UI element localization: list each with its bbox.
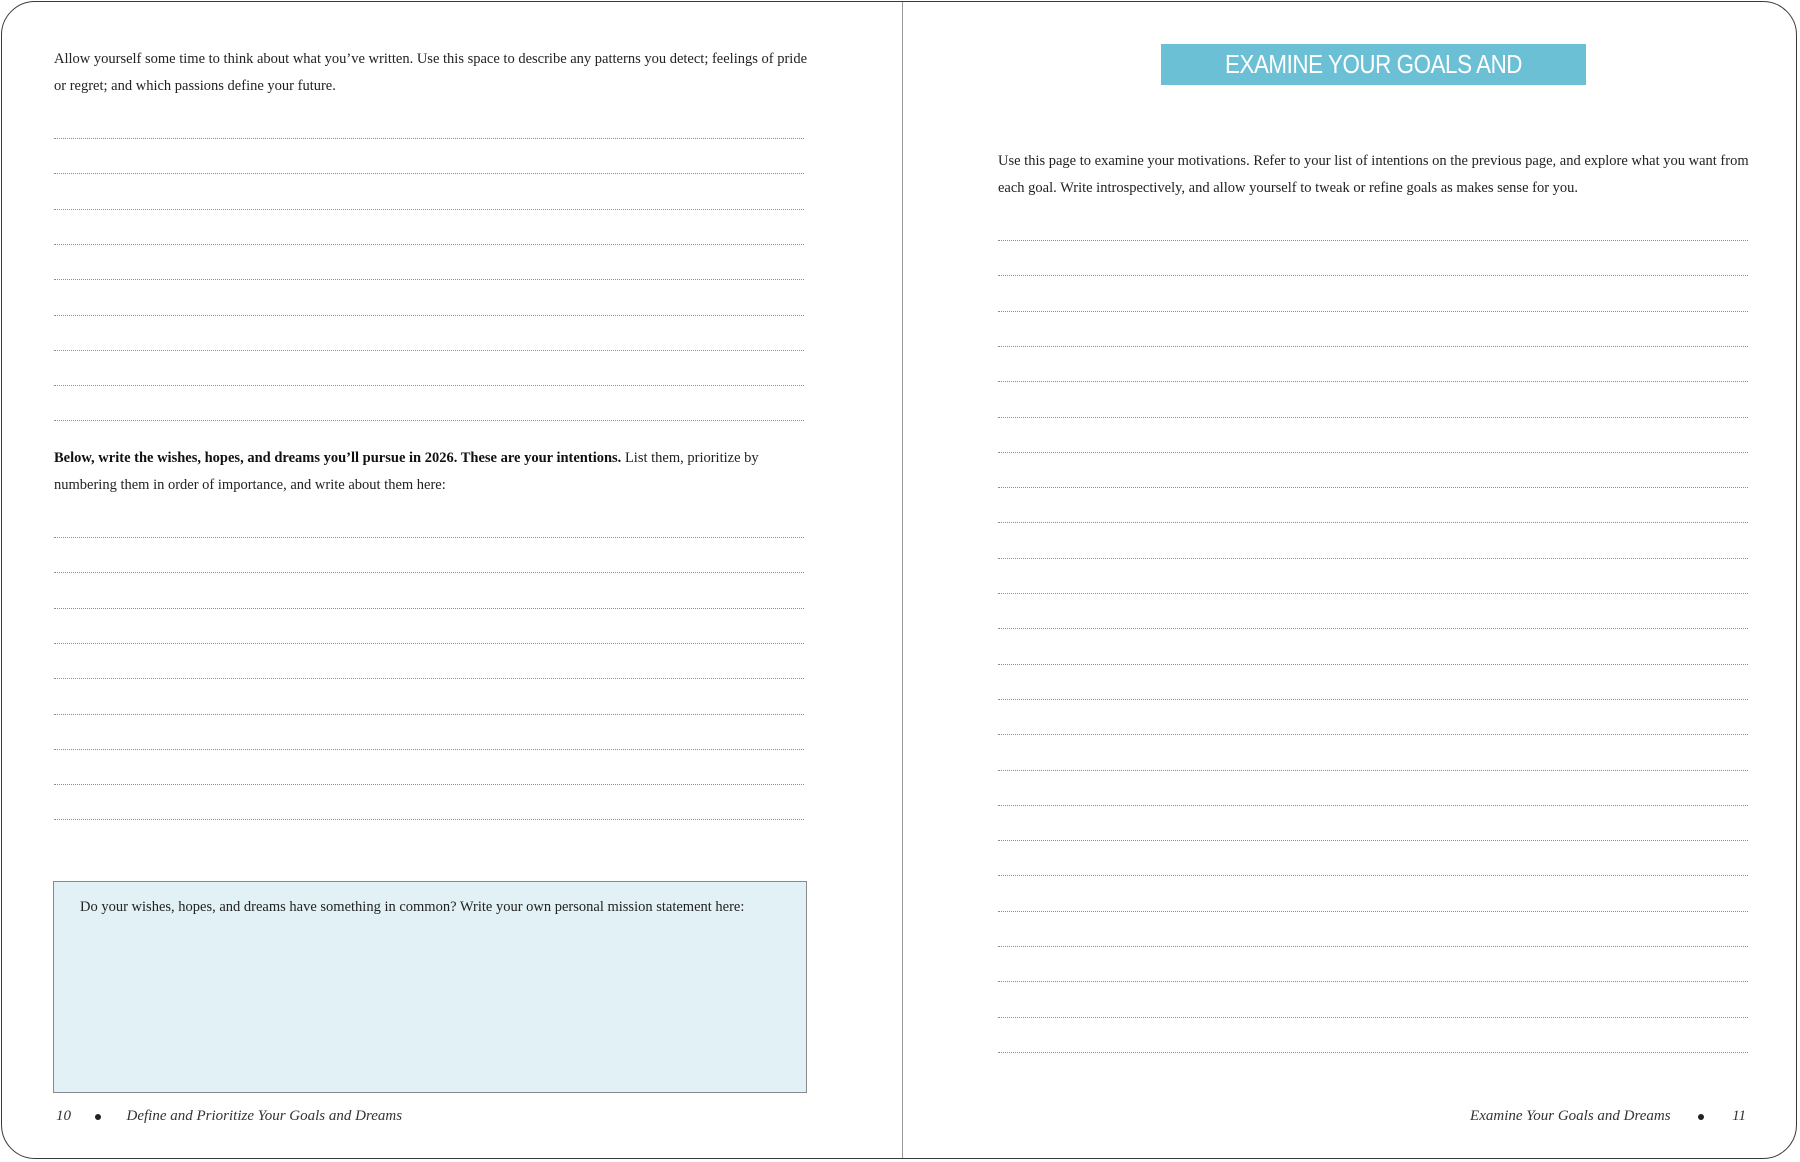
- intentions-prompt-bold: Below, write the wishes, hopes, and dreams you’ll pursue in 2026. These are your intentions.: [54, 450, 622, 466]
- intentions-prompt: [54, 445, 814, 498]
- writing-line: [54, 173, 804, 174]
- writing-line: [54, 784, 804, 785]
- left-page: [2, 2, 902, 1158]
- writing-line: [54, 608, 804, 609]
- writing-line: [54, 385, 804, 386]
- book-spread: [1, 1, 1797, 1159]
- motivation-prompt: Use this page to examine your motivations. Refer to your list of intentions on the previous page, and explore what you want from each goal. Write introspectively, and allow yourself to tweak or refine goals as makes sense for you.: [998, 153, 1749, 196]
- reflection-prompt: Allow yourself some time to think about what you’ve written. Use this space to describe any patterns you detect; feelings of pride or regret; and which passions define your future.: [54, 51, 808, 94]
- writing-line: [998, 593, 1748, 594]
- left-footer: [56, 1108, 402, 1125]
- writing-line: [54, 678, 804, 679]
- writing-line: [54, 315, 804, 316]
- writing-line: [998, 875, 1748, 876]
- writing-line: [54, 819, 804, 820]
- right-page-number: 11: [1732, 1108, 1746, 1124]
- writing-line: [998, 346, 1748, 347]
- writing-line: [54, 572, 804, 573]
- writing-line: [998, 840, 1748, 841]
- writing-line: [998, 487, 1748, 488]
- writing-line: [998, 522, 1748, 523]
- writing-line: [998, 311, 1748, 312]
- writing-line: [998, 381, 1748, 382]
- writing-line: [998, 558, 1748, 559]
- mission-statement-box[interactable]: [53, 881, 807, 1093]
- right-footer: [1470, 1108, 1746, 1125]
- writing-line: [54, 209, 804, 210]
- writing-line: [54, 279, 804, 280]
- writing-line: [54, 350, 804, 351]
- writing-line: [998, 628, 1748, 629]
- writing-line: [998, 1017, 1748, 1018]
- writing-line: [998, 417, 1748, 418]
- writing-line: [54, 138, 804, 139]
- writing-line: [998, 981, 1748, 982]
- writing-line: [54, 749, 804, 750]
- writing-line: [998, 805, 1748, 806]
- left-footer-title: Define and Prioritize Your Goals and Dreams: [126, 1108, 403, 1124]
- writing-line: [998, 946, 1748, 947]
- writing-line: [998, 770, 1748, 771]
- writing-line: [998, 452, 1748, 453]
- writing-line: [998, 1052, 1748, 1053]
- writing-line: [54, 643, 804, 644]
- writing-line: [998, 664, 1748, 665]
- right-page: [903, 2, 1797, 1158]
- left-page-number: 10: [56, 1108, 71, 1124]
- footer-bullet-icon: [1698, 1114, 1704, 1120]
- writing-line: [998, 699, 1748, 700]
- section-heading-text: EXAMINE YOUR GOALS AND DREAMS: [1224, 49, 1523, 119]
- mission-statement-prompt: Do your wishes, hopes, and dreams have something in common? Write your own personal mission statement here:: [80, 899, 745, 915]
- writing-line: [54, 244, 804, 245]
- writing-line: [54, 714, 804, 715]
- writing-line: [998, 911, 1748, 912]
- writing-line: [998, 240, 1748, 241]
- intentions-prompt-rest: List them, prioritize by numbering them in order of importance, and write about them here:: [54, 450, 759, 493]
- writing-line: [54, 420, 804, 421]
- writing-line: [998, 734, 1748, 735]
- section-heading: [1161, 44, 1586, 119]
- right-footer-title: Examine Your Goals and Dreams: [1470, 1108, 1671, 1124]
- writing-line: [54, 537, 804, 538]
- footer-bullet-icon: [95, 1114, 101, 1120]
- writing-line: [998, 275, 1748, 276]
